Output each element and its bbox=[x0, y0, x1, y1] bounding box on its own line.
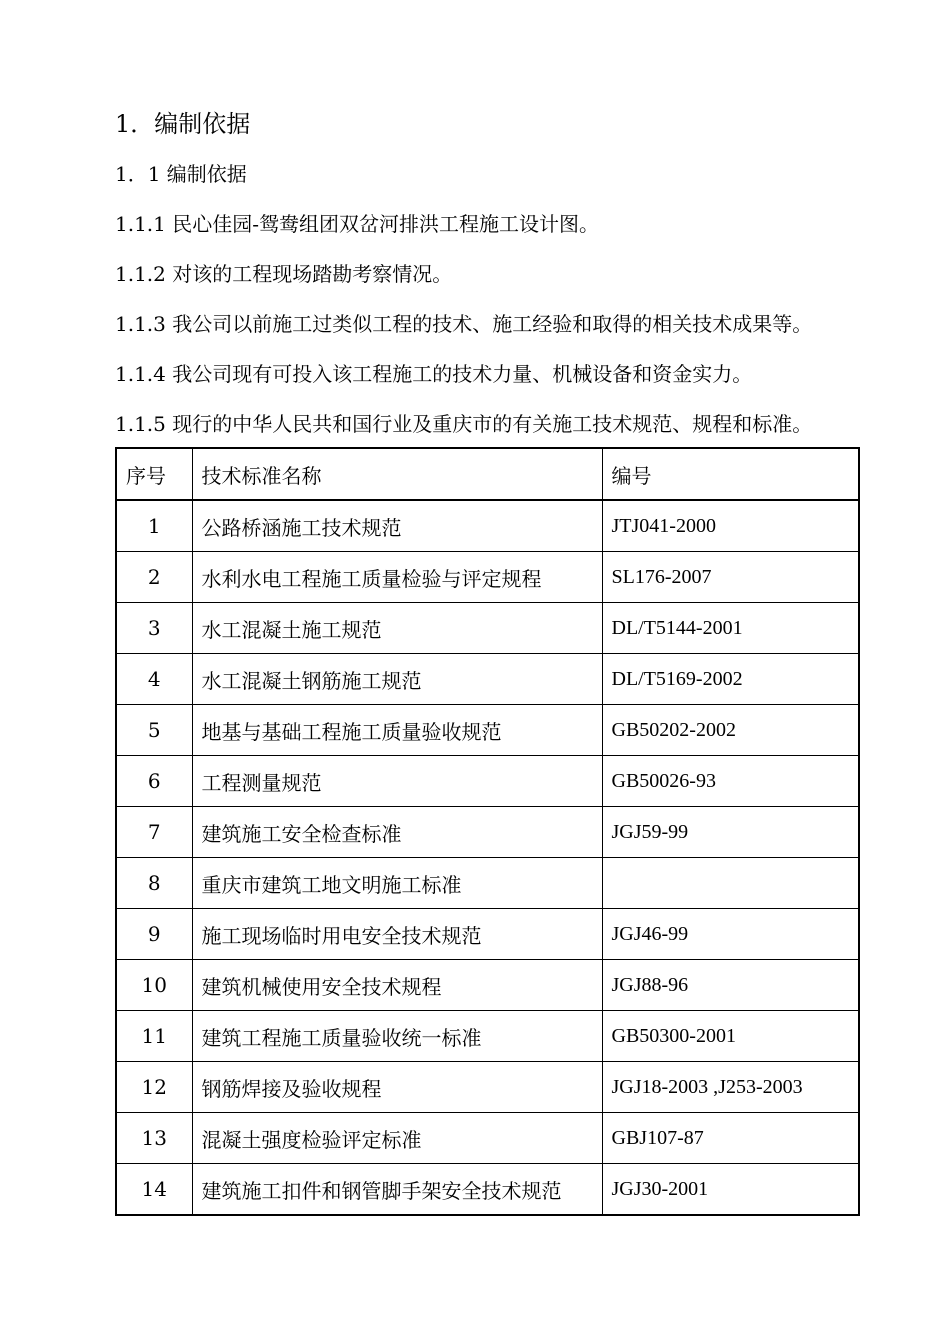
row-standard-code: JGJ46-99 bbox=[602, 909, 859, 960]
standards-table bbox=[115, 447, 860, 1216]
row-serial-number: 13 bbox=[116, 1113, 192, 1164]
table-row bbox=[116, 654, 859, 705]
row-standard-name: 建筑机械使用安全技术规程 bbox=[192, 960, 602, 1011]
basis-item-3: 1.1.3 我公司以前施工过类似工程的技术、施工经验和取得的相关技术成果等。 bbox=[115, 312, 813, 336]
row-standard-name: 水利水电工程施工质量检验与评定规程 bbox=[192, 552, 602, 603]
row-serial-number: 14 bbox=[116, 1164, 192, 1216]
table-row bbox=[116, 1164, 859, 1216]
row-serial-number: 10 bbox=[116, 960, 192, 1011]
table-row bbox=[116, 552, 859, 603]
header-standard-code: 编号 bbox=[602, 448, 859, 500]
section-heading: 1．编制依据 bbox=[115, 110, 251, 138]
row-standard-code: JGJ18-2003 ,J253-2003 bbox=[602, 1062, 859, 1113]
basis-item-1: 1.1.1 民心佳园-鸳鸯组团双岔河排洪工程施工设计图。 bbox=[115, 212, 600, 236]
table-header-row bbox=[116, 448, 859, 500]
table-row bbox=[116, 960, 859, 1011]
row-standard-name: 地基与基础工程施工质量验收规范 bbox=[192, 705, 602, 756]
row-standard-name: 混凝土强度检验评定标准 bbox=[192, 1113, 602, 1164]
table-row bbox=[116, 1062, 859, 1113]
row-standard-name: 钢筋焊接及验收规程 bbox=[192, 1062, 602, 1113]
header-serial-number: 序号 bbox=[116, 448, 192, 500]
row-serial-number: 11 bbox=[116, 1011, 192, 1062]
row-standard-code: JGJ88-96 bbox=[602, 960, 859, 1011]
row-serial-number: 8 bbox=[116, 858, 192, 909]
row-standard-code: JGJ59-99 bbox=[602, 807, 859, 858]
row-standard-name: 建筑施工安全检查标准 bbox=[192, 807, 602, 858]
table-row bbox=[116, 1113, 859, 1164]
row-standard-code: GBJ107-87 bbox=[602, 1113, 859, 1164]
table-row bbox=[116, 909, 859, 960]
basis-item-5: 1.1.5 现行的中华人民共和国行业及重庆市的有关施工技术规范、规程和标准。 bbox=[115, 412, 813, 436]
row-standard-name: 重庆市建筑工地文明施工标准 bbox=[192, 858, 602, 909]
row-serial-number: 2 bbox=[116, 552, 192, 603]
row-standard-code: SL176-2007 bbox=[602, 552, 859, 603]
row-standard-code bbox=[602, 858, 859, 909]
row-standard-name: 公路桥涵施工技术规范 bbox=[192, 500, 602, 552]
table-row bbox=[116, 705, 859, 756]
row-standard-code: GB50026-93 bbox=[602, 756, 859, 807]
row-standard-code: JTJ041-2000 bbox=[602, 500, 859, 552]
table-row bbox=[116, 500, 859, 552]
row-serial-number: 5 bbox=[116, 705, 192, 756]
table-row bbox=[116, 1011, 859, 1062]
row-serial-number: 3 bbox=[116, 603, 192, 654]
header-standard-name: 技术标准名称 bbox=[192, 448, 602, 500]
row-standard-code: DL/T5144-2001 bbox=[602, 603, 859, 654]
row-standard-code: DL/T5169-2002 bbox=[602, 654, 859, 705]
row-standard-name: 施工现场临时用电安全技术规范 bbox=[192, 909, 602, 960]
table-row bbox=[116, 858, 859, 909]
row-serial-number: 6 bbox=[116, 756, 192, 807]
table-row bbox=[116, 756, 859, 807]
row-serial-number: 12 bbox=[116, 1062, 192, 1113]
row-serial-number: 9 bbox=[116, 909, 192, 960]
row-standard-code: GB50300-2001 bbox=[602, 1011, 859, 1062]
row-standard-name: 建筑工程施工质量验收统一标准 bbox=[192, 1011, 602, 1062]
row-standard-code: GB50202-2002 bbox=[602, 705, 859, 756]
row-standard-name: 水工混凝土钢筋施工规范 bbox=[192, 654, 602, 705]
row-standard-code: JGJ30-2001 bbox=[602, 1164, 859, 1216]
row-standard-name: 水工混凝土施工规范 bbox=[192, 603, 602, 654]
row-standard-name: 工程测量规范 bbox=[192, 756, 602, 807]
subsection-title: 1．1 编制依据 bbox=[115, 162, 247, 186]
row-standard-name: 建筑施工扣件和钢管脚手架安全技术规范 bbox=[192, 1164, 602, 1216]
row-serial-number: 4 bbox=[116, 654, 192, 705]
basis-item-2: 1.1.2 对该的工程现场踏勘考察情况。 bbox=[115, 262, 453, 286]
basis-item-4: 1.1.4 我公司现有可投入该工程施工的技术力量、机械设备和资金实力。 bbox=[115, 362, 753, 386]
row-serial-number: 7 bbox=[116, 807, 192, 858]
row-serial-number: 1 bbox=[116, 500, 192, 552]
table-row bbox=[116, 603, 859, 654]
table-row bbox=[116, 807, 859, 858]
